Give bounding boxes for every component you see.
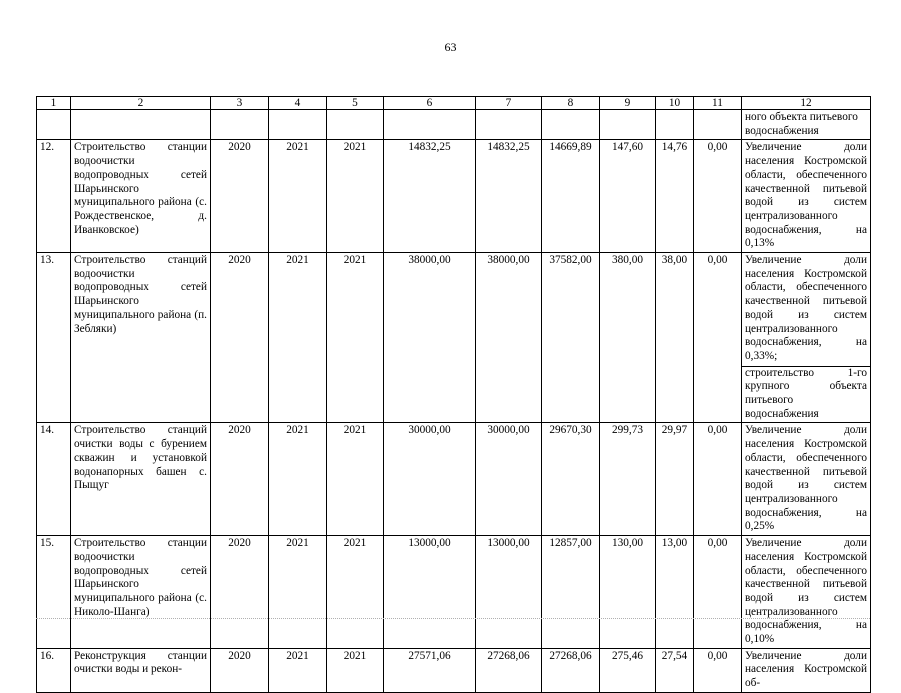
cell-col11: 0,00: [694, 140, 742, 253]
cell-col8: 14669,89: [542, 140, 600, 253]
header-cell: 11: [694, 97, 742, 110]
cell-col3: 2020: [211, 423, 269, 536]
row-number: 15.: [37, 536, 71, 649]
header-cell: 7: [476, 97, 542, 110]
table-row: [37, 648, 871, 692]
cell-col5: 2021: [327, 140, 384, 253]
cell-col7: 38000,00: [476, 253, 542, 423]
cell-col11: 0,00: [694, 648, 742, 692]
project-name: Строительство станций очистки воды с бурением скважин и установкой водонапорных башен с. Пыщуг: [71, 423, 211, 536]
header-cell: 4: [269, 97, 327, 110]
cell-col5: 2021: [327, 536, 384, 649]
cell-col4: 2021: [269, 648, 327, 692]
program-table: [36, 96, 871, 693]
cell-col5: 2021: [327, 423, 384, 536]
cell-col4: 2021: [269, 423, 327, 536]
result-text: Увеличение доли населения Костромской области, обеспеченного качественной питьевой водой из систем централизованного водоснабжения, на 0,10%: [745, 537, 867, 646]
carryover-line: водоснабжения: [745, 124, 819, 137]
cell-col7: 14832,25: [476, 140, 542, 253]
cell-col4: 2021: [269, 140, 327, 253]
cell-col8: 29670,30: [542, 423, 600, 536]
table-row: [37, 253, 871, 423]
result-text: Увеличение доли населения Костромской области, обеспеченного качественной питьевой водой из систем централизованного водоснабжения, на 0,13%: [745, 141, 867, 250]
header-cell: 5: [327, 97, 384, 110]
result-text: Увеличение доли населения Костромской области, обеспеченного качественной питьевой водой из систем централизованного водоснабжения, на 0,25%: [745, 424, 867, 533]
cell-col5: 2021: [327, 648, 384, 692]
cell-col3: 2020: [211, 140, 269, 253]
cell-col6: 38000,00: [384, 253, 476, 423]
carryover-result-cell: [742, 110, 871, 140]
project-name: Строительство станции водоочистки водопроводных сетей Шарьинского муниципального района (с. Николо-Шанга): [71, 536, 211, 649]
result-text: Увеличение доли населения Костромской области, обеспеченного качественной питьевой водой из систем централизованного водоснабжения, на 0,33%;: [745, 254, 867, 362]
cell-col9: 275,46: [600, 648, 656, 692]
result-cell: [742, 140, 871, 253]
row-number: 13.: [37, 253, 71, 423]
cell-col6: 13000,00: [384, 536, 476, 649]
cell-col9: 147,60: [600, 140, 656, 253]
cell-col3: 2020: [211, 253, 269, 423]
page-number: 63: [444, 40, 457, 54]
table-row: [37, 140, 871, 253]
page-bottom-rule: [36, 618, 870, 619]
project-name: Реконструкция станции очистки воды и рекон-: [71, 648, 211, 692]
header-cell: 8: [542, 97, 600, 110]
header-cell: 10: [656, 97, 694, 110]
result-cell: [742, 536, 871, 649]
cell-col9: 380,00: [600, 253, 656, 423]
row-number: 14.: [37, 423, 71, 536]
cell-col4: 2021: [269, 536, 327, 649]
header-cell: 6: [384, 97, 476, 110]
cell-col11: 0,00: [694, 536, 742, 649]
result-text-secondary: строительство 1-го крупного объекта питьевого водоснабжения: [742, 366, 870, 422]
carryover-line: ного объекта питьевого: [745, 111, 858, 123]
table-row: [37, 423, 871, 536]
cell-col11: 0,00: [694, 253, 742, 423]
cell-col10: 29,97: [656, 423, 694, 536]
result-cell: [742, 423, 871, 536]
header-cell: 1: [37, 97, 71, 110]
header-cell: 3: [211, 97, 269, 110]
cell-col10: 27,54: [656, 648, 694, 692]
result-cell: [742, 253, 871, 423]
cell-col10: 38,00: [656, 253, 694, 423]
cell-col3: 2020: [211, 536, 269, 649]
row-number: 16.: [37, 648, 71, 692]
cell-col5: 2021: [327, 253, 384, 423]
cell-col7: 27268,06: [476, 648, 542, 692]
result-text: Увеличение доли населения Костромской об-: [745, 649, 867, 690]
project-name: Строительство станции водоочистки водопроводных сетей Шарьинского муниципального района (с. Рождественское, д. Иванковское): [71, 140, 211, 253]
cell-col6: 27571,06: [384, 648, 476, 692]
result-cell: [742, 648, 871, 692]
carryover-row: [37, 110, 871, 140]
cell-col9: 130,00: [600, 536, 656, 649]
cell-col4: 2021: [269, 253, 327, 423]
cell-col10: 14,76: [656, 140, 694, 253]
cell-col7: 30000,00: [476, 423, 542, 536]
cell-col10: 13,00: [656, 536, 694, 649]
cell-col9: 299,73: [600, 423, 656, 536]
cell-col8: 12857,00: [542, 536, 600, 649]
cell-col8: 27268,06: [542, 648, 600, 692]
header-cell: 9: [600, 97, 656, 110]
header-cell: 2: [71, 97, 211, 110]
cell-col7: 13000,00: [476, 536, 542, 649]
row-number: 12.: [37, 140, 71, 253]
cell-col8: 37582,00: [542, 253, 600, 423]
cell-col6: 14832,25: [384, 140, 476, 253]
cell-col11: 0,00: [694, 423, 742, 536]
cell-col3: 2020: [211, 648, 269, 692]
cell-col6: 30000,00: [384, 423, 476, 536]
header-cell: 12: [742, 97, 871, 110]
table-row: [37, 536, 871, 649]
header-row: [37, 97, 871, 110]
project-name: Строительство станций водоочистки водопроводных сетей Шарьинского муниципального района (п. Зебляки): [71, 253, 211, 423]
